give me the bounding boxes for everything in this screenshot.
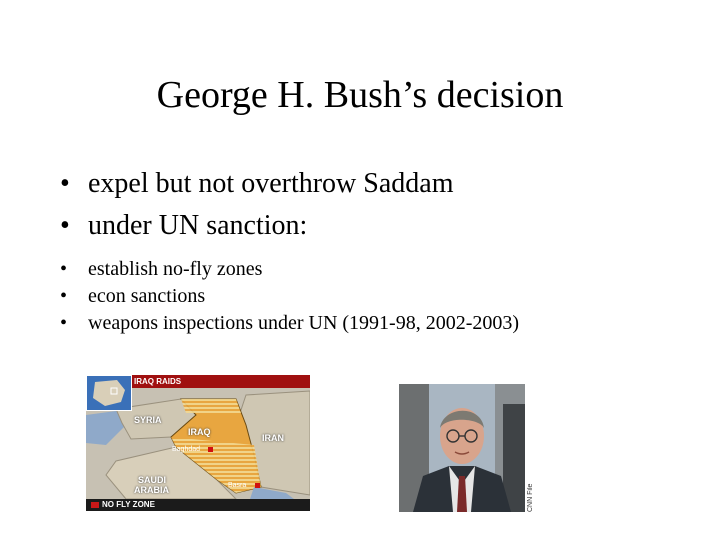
- bullet-item: • expel but not overthrow Saddam: [60, 163, 453, 205]
- sub-bullet-list: [60, 256, 519, 337]
- label-iraq: IRAQ: [188, 427, 211, 437]
- label-basra: Basra: [228, 482, 247, 489]
- map-locator-inset: [86, 375, 132, 411]
- no-fly-zone-swatch: [91, 502, 99, 508]
- label-iran: IRAN: [262, 433, 284, 443]
- map-header-title: IRAQ RAIDS: [134, 377, 182, 386]
- basra-marker: [255, 483, 260, 488]
- label-saudi-line1: SAUDI: [138, 475, 167, 485]
- photo-credit: CNN File: [527, 483, 534, 512]
- bullet-item: • weapons inspections under UN (1991-98, 2002-2003): [60, 310, 519, 337]
- label-syria: SYRIA: [134, 415, 162, 425]
- label-baghdad: Baghdad: [172, 446, 201, 453]
- news-photo: [399, 384, 525, 512]
- map-legend-bar: [86, 499, 310, 511]
- bullet-item: • econ sanctions: [60, 283, 519, 310]
- person-photo-image: [399, 384, 525, 512]
- label-saudi-line2: ARABIA: [134, 485, 169, 495]
- baghdad-marker: [208, 447, 213, 452]
- legend-label: NO FLY ZONE: [102, 500, 155, 509]
- iraq-no-fly-zone-map: [86, 375, 310, 511]
- bullet-item: • establish no-fly zones: [60, 256, 519, 283]
- main-bullet-list: [60, 163, 453, 247]
- slide-title: George H. Bush’s decision: [156, 74, 564, 116]
- bullet-item: • under UN sanction:: [60, 205, 453, 247]
- locator-map-icon: [87, 376, 131, 410]
